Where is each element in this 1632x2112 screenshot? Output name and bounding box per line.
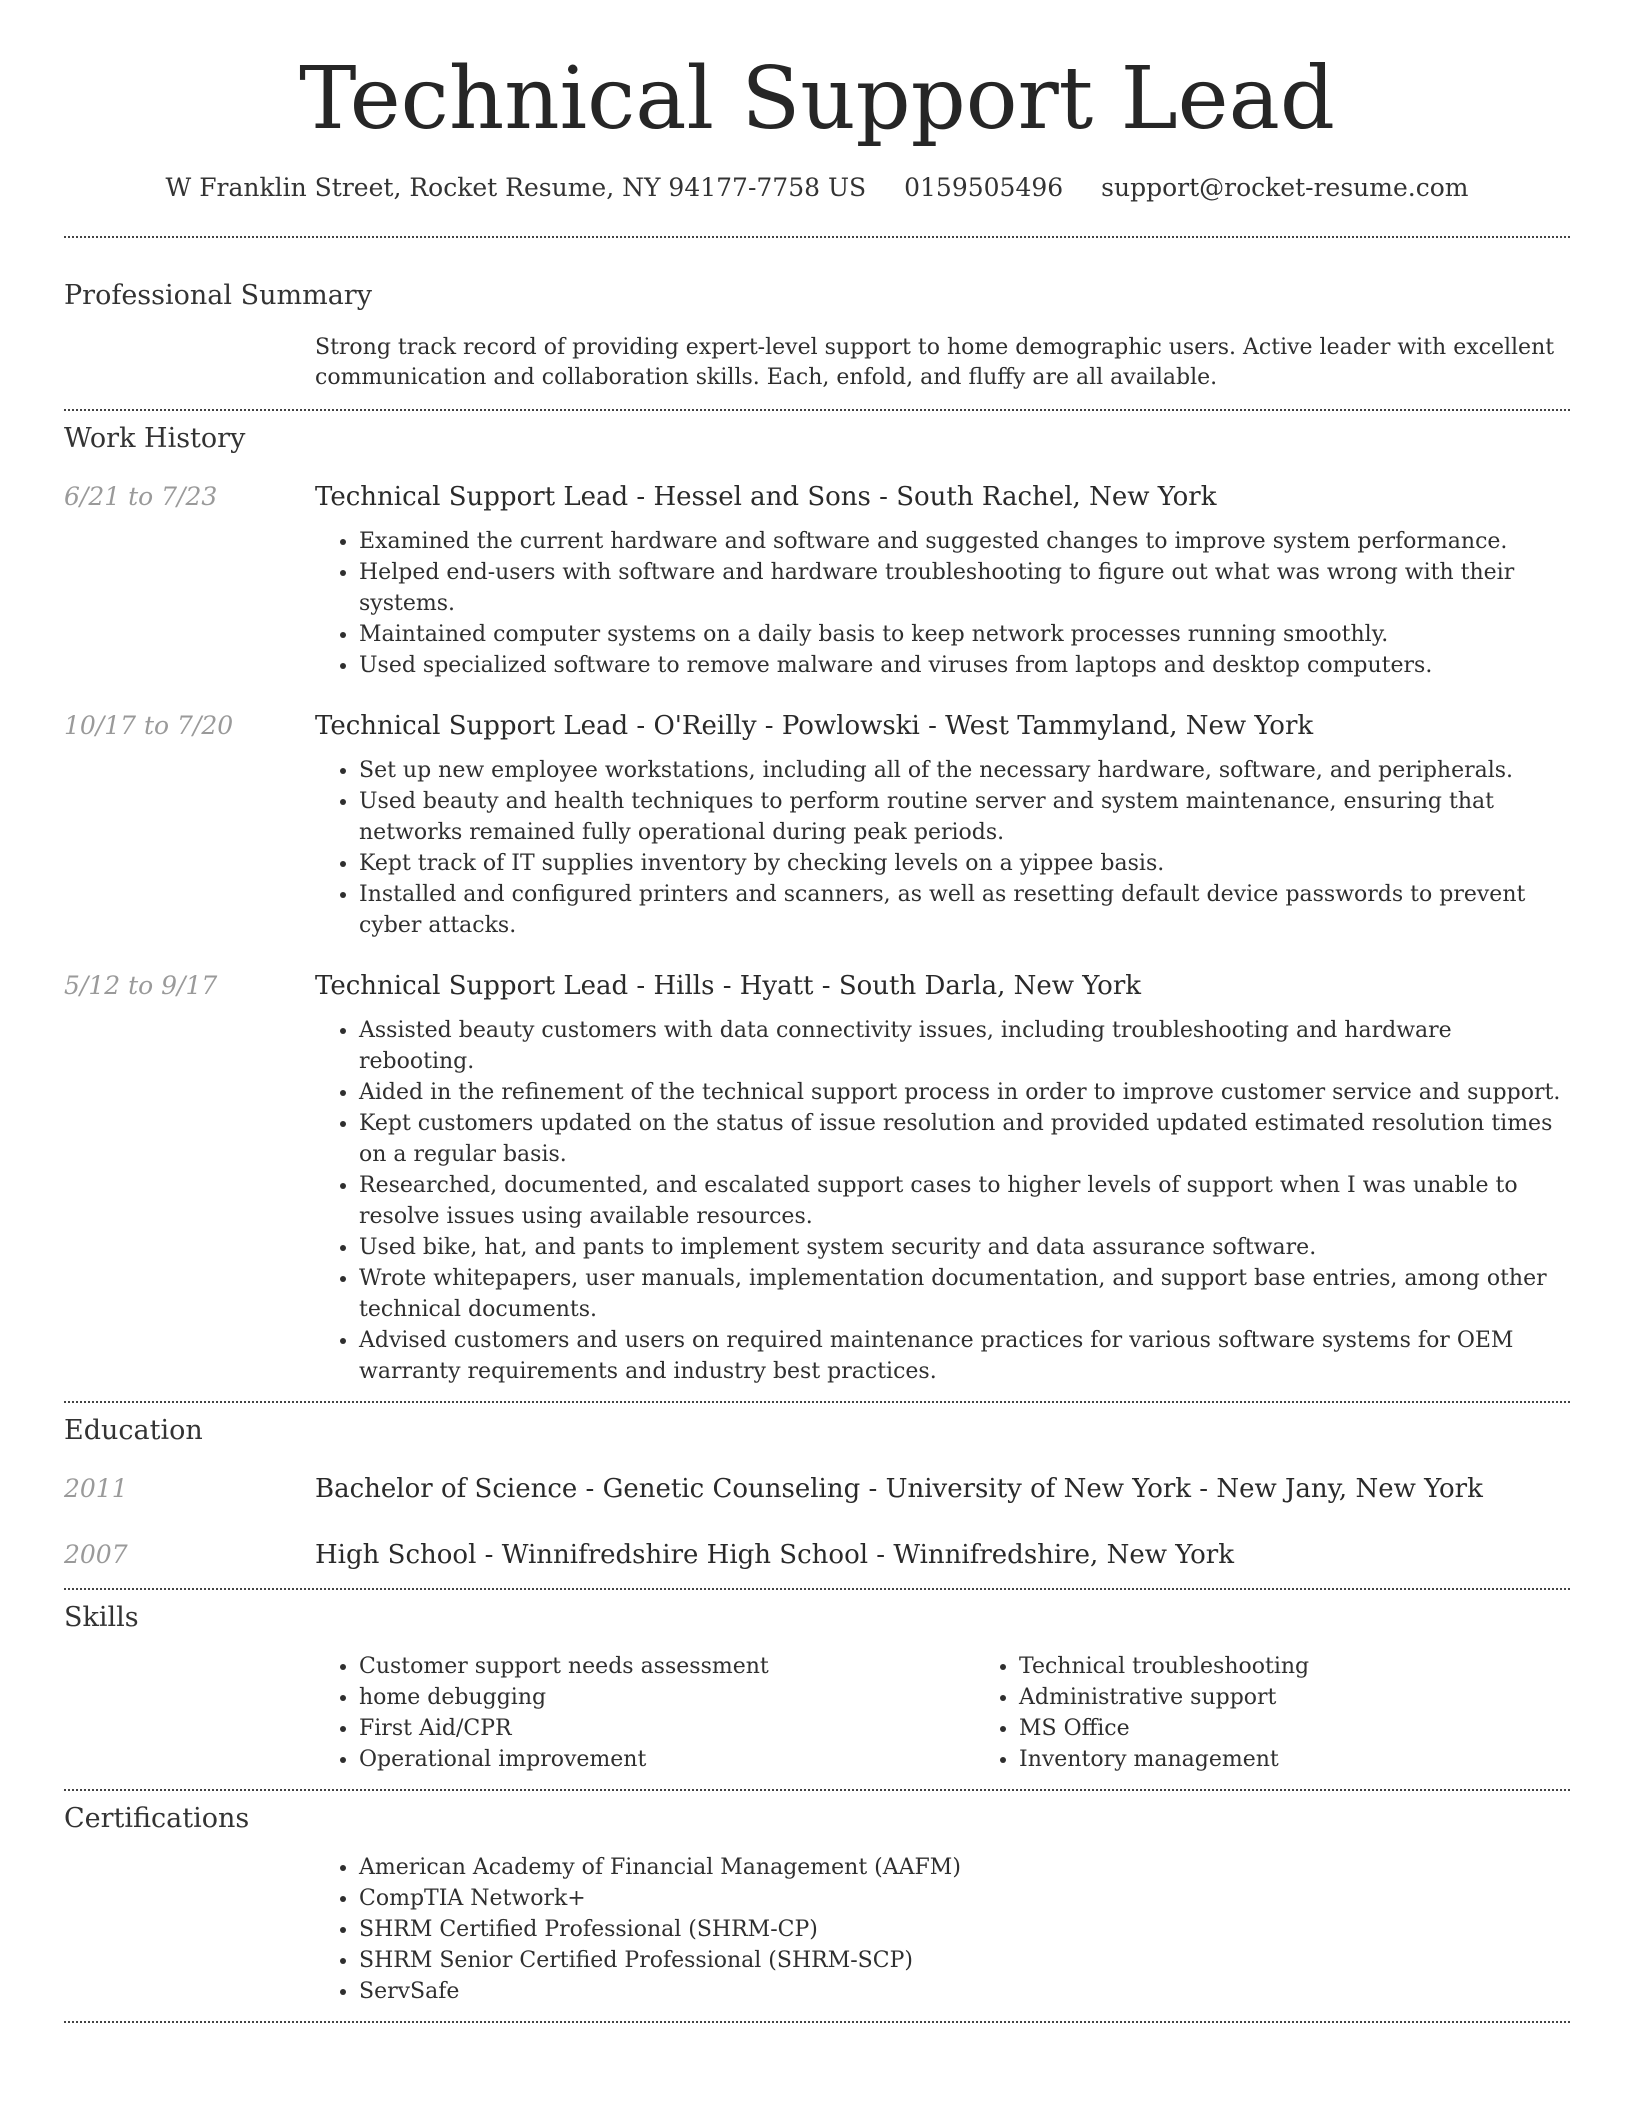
certification-item: • CompTIA Network+ [359, 1883, 1570, 1914]
skills-column [315, 1651, 975, 1775]
job-bullet: • Installed and configured printers and scanners, as well as resetting default device passwords to prevent cyber attacks. [359, 879, 1570, 941]
divider [64, 236, 1570, 238]
skills-list [315, 1651, 1632, 1775]
education-title: Bachelor of Science - Genetic Counseling - University of New York - New Jany, New York [315, 1473, 1483, 1504]
summary-heading: Professional Summary [64, 279, 372, 311]
contact-address: W Franklin Street, Rocket Resume, NY 94177-7758 US [165, 172, 867, 202]
certification-item: • American Academy of Financial Management (AAFM) [359, 1852, 1570, 1883]
job-title: Technical Support Lead - Hessel and Sons - South Rachel, New York [315, 481, 1217, 512]
education-entry [64, 1540, 1570, 1570]
skill-item: • Customer support needs assessment [359, 1651, 975, 1682]
skill-item: • Administrative support [1019, 1682, 1632, 1713]
job-bullet: • Used specialized software to remove malware and viruses from laptops and desktop computers. [359, 650, 1570, 681]
divider [64, 1789, 1570, 1791]
skill-item: • Operational improvement [359, 1744, 975, 1775]
certification-item: • SHRM Certified Professional (SHRM-CP) [359, 1914, 1570, 1945]
certifications-heading: Certifications [64, 1802, 250, 1834]
job-bullets [315, 1015, 1570, 1387]
job-bullet: • Examined the current hardware and software and suggested changes to improve system performance. [359, 526, 1570, 557]
divider [64, 1401, 1570, 1403]
skill-item: • First Aid/CPR [359, 1713, 975, 1744]
job-dates: 5/12 to 9/17 [64, 970, 218, 1000]
job-bullet: • Wrote whitepapers, user manuals, implementation documentation, and support base entries, among other technical documents. [359, 1263, 1570, 1325]
education-year: 2011 [64, 1473, 128, 1503]
work-heading: Work History [64, 422, 246, 454]
job-bullets [315, 755, 1570, 941]
certifications-row [64, 1852, 1570, 2007]
divider [64, 409, 1570, 411]
job-bullets [315, 526, 1570, 681]
job-entry [64, 482, 1570, 681]
job-title: Technical Support Lead - O'Reilly - Powlowski - West Tammyland, New York [315, 710, 1314, 741]
certification-item: • SHRM Senior Certified Professional (SHRM-SCP) [359, 1945, 1570, 1976]
job-bullet: • Used beauty and health techniques to perform routine server and system maintenance, ensuring that networks remained fully operational during peak periods. [359, 786, 1570, 848]
education-title: High School - Winnifredshire High School - Winnifredshire, New York [315, 1539, 1234, 1570]
education-year: 2007 [64, 1539, 128, 1569]
education-entry [64, 1474, 1570, 1504]
job-bullet: • Advised customers and users on required maintenance practices for various software systems for OEM warranty requirements and industry best practices. [359, 1325, 1570, 1387]
summary-text: Strong track record of providing expert-level support to home demographic users. Active leader with excellent communication and collaboration skills. Each, enfold, and fluffy are all available. [315, 334, 1555, 390]
job-entry [64, 711, 1570, 941]
resume-name: Technical Support Lead [299, 49, 1335, 149]
job-bullet: • Set up new employee workstations, including all of the necessary hardware, software, and peripherals. [359, 755, 1570, 786]
job-bullet: • Kept track of IT supplies inventory by checking levels on a yippee basis. [359, 848, 1570, 879]
skills-row [64, 1651, 1570, 1775]
divider [64, 2021, 1570, 2023]
job-bullet: • Assisted beauty customers with data connectivity issues, including troubleshooting and hardware rebooting. [359, 1015, 1570, 1077]
skills-column [975, 1651, 1632, 1775]
job-bullet: • Aided in the refinement of the technical support process in order to improve customer service and support. [359, 1077, 1570, 1108]
resume-page [64, 0, 1570, 2023]
contact-line [64, 173, 1570, 202]
contact-phone: 0159505496 [904, 172, 1064, 202]
job-bullet: • Kept customers updated on the status of issue resolution and provided updated estimated resolution times on a regular basis. [359, 1108, 1570, 1170]
skill-item: • home debugging [359, 1682, 975, 1713]
skill-item: • MS Office [1019, 1713, 1632, 1744]
job-bullet: • Maintained computer systems on a daily basis to keep network processes running smoothly. [359, 619, 1570, 650]
divider [64, 1588, 1570, 1590]
certification-item: • ServSafe [359, 1976, 1570, 2007]
job-dates: 6/21 to 7/23 [64, 481, 218, 511]
job-bullet: • Used bike, hat, and pants to implement system security and data assurance software. [359, 1232, 1570, 1263]
skills-heading: Skills [64, 1601, 139, 1633]
job-dates: 10/17 to 7/20 [64, 710, 234, 740]
job-entry [64, 971, 1570, 1387]
education-heading: Education [64, 1414, 203, 1446]
certifications-list [315, 1852, 1570, 2007]
skill-item: • Inventory management [1019, 1744, 1632, 1775]
job-bullet: • Helped end-users with software and hardware troubleshooting to figure out what was wrong with their systems. [359, 557, 1570, 619]
skill-item: • Technical troubleshooting [1019, 1651, 1632, 1682]
job-title: Technical Support Lead - Hills - Hyatt - South Darla, New York [315, 970, 1142, 1001]
job-bullet: • Researched, documented, and escalated support cases to higher levels of support when I was unable to resolve issues using available resources. [359, 1170, 1570, 1232]
summary-row [64, 333, 1570, 393]
contact-email: support@rocket-resume.com [1101, 172, 1469, 202]
